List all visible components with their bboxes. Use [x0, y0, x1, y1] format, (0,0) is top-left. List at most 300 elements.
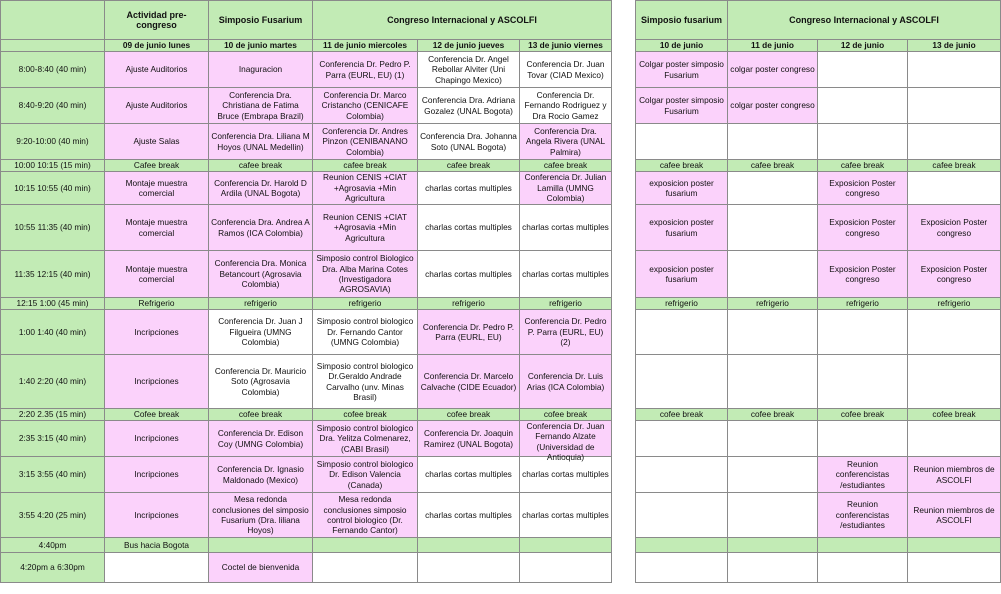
schedule-cell: [209, 538, 313, 553]
poster-cell: [908, 52, 1001, 88]
schedule-cell: [520, 124, 612, 160]
cell-text: charlas cortas multiples: [425, 469, 512, 480]
cell-text: Conferencia Dr. Pedro P. Parra (EURL, EU) (2): [524, 316, 607, 348]
schedule-cell: [313, 310, 418, 355]
poster-cell: [728, 251, 818, 298]
cell-text: cafee break: [343, 160, 387, 171]
date-header: 10 de junio: [636, 40, 728, 52]
schedule-cell: [313, 493, 418, 538]
poster-row: [636, 310, 1001, 355]
poster-row: [636, 355, 1001, 409]
poster-cell: [636, 88, 728, 124]
cell-text: Montaje muestra comercial: [125, 177, 188, 198]
cell-text: refrigerio: [244, 298, 277, 309]
cell-text: Reunion conferencistas /estudiantes: [835, 458, 890, 490]
poster-cell: [818, 124, 908, 160]
time-slot: 2:35 3:15 (40 min): [1, 421, 105, 457]
poster-cell: [636, 493, 728, 538]
time-slot: 10:00 10:15 (15 min): [1, 160, 105, 172]
poster-cell: [728, 52, 818, 88]
schedule-cell: [313, 355, 418, 409]
cell-text: Conferencia Dr. Luis Arias (ICA Colombia): [526, 371, 605, 392]
cell-text: Ajuste Auditorios: [125, 100, 188, 111]
schedule-cell: [313, 172, 418, 205]
poster-cell: [728, 457, 818, 493]
poster-row: [636, 538, 1001, 553]
cell-text: Incripciones: [134, 509, 179, 520]
cell-text: cafee break: [659, 160, 704, 171]
cell-text: Conferencia Dr. Pedro P. Parra (EURL, EU) (1): [319, 59, 411, 80]
schedule-cell: [313, 160, 418, 172]
poster-cell: [728, 298, 818, 310]
cell-text: Ajuste Auditorios: [125, 64, 188, 75]
time-slot: 4:40pm: [1, 538, 105, 553]
poster-row: [636, 124, 1001, 160]
date-header: 10 de junio martes: [209, 40, 313, 52]
cell-text: Simposio control biologico Dr.Geraldo Andrade Carvalho (unv. Minas Brasil): [316, 360, 414, 402]
schedule-cell: [209, 88, 313, 124]
poster-cell: [728, 205, 818, 251]
cell-text: Inaguracion: [238, 64, 283, 75]
poster-cell: [636, 409, 728, 421]
poster-cell: [728, 160, 818, 172]
schedule-cell: [313, 457, 418, 493]
poster-cell: [908, 409, 1001, 421]
cell-text: Reunion miembros de ASCOLFI: [913, 464, 995, 485]
cell-text: Incripciones: [134, 326, 179, 337]
schedule-table-posters: [635, 0, 1001, 583]
cell-text: Reunion CENIS +CIAT +Agrosavia +Min Agricultura: [322, 211, 407, 243]
time-slot: 1:00 1:40 (40 min): [1, 310, 105, 355]
cell-text: charlas cortas multiples: [522, 469, 609, 480]
schedule-cell: [520, 251, 612, 298]
cell-text: Coctel de bienvenida: [221, 562, 300, 573]
header-fusarium-symposium: Simposio Fusarium: [209, 1, 313, 40]
cell-text: charlas cortas multiples: [522, 268, 609, 279]
cell-text: refrigerio: [452, 298, 485, 309]
cell-text: Exposicion Poster congreso: [829, 263, 896, 284]
schedule-cell: [418, 457, 520, 493]
schedule-cell: [418, 409, 520, 421]
schedule-cell: [209, 52, 313, 88]
cell-text: colgar poster congreso: [730, 64, 815, 75]
schedule-cell: [105, 124, 209, 160]
schedule-cell: [313, 538, 418, 553]
poster-row: [636, 88, 1001, 124]
schedule-row: [1, 493, 612, 538]
schedule-cell: [418, 538, 520, 553]
date-header: 13 de junio viernes: [520, 40, 612, 52]
schedule-cell: [209, 409, 313, 421]
schedule-cell: [105, 251, 209, 298]
poster-cell: [728, 88, 818, 124]
poster-cell: [636, 538, 728, 553]
poster-row: [636, 553, 1001, 583]
cell-text: Montaje muestra comercial: [125, 263, 188, 284]
schedule-cell: [418, 251, 520, 298]
poster-cell: [818, 251, 908, 298]
schedule-cell: [209, 457, 313, 493]
schedule-row: [1, 172, 612, 205]
schedule-cell: [105, 52, 209, 88]
poster-cell: [636, 172, 728, 205]
header-fusarium-symposium: Simposio fusarium: [636, 1, 728, 40]
cell-text: Reunion conferencistas /estudiantes: [835, 499, 890, 531]
schedule-cell: [105, 88, 209, 124]
cell-text: refrigerio: [846, 298, 879, 309]
cell-text: refrigerio: [549, 298, 582, 309]
cell-text: Conferencia Dr. Fernando Rodriguez y Dra Rocio Gamez: [524, 89, 607, 121]
schedule-cell: [209, 160, 313, 172]
poster-cell: [636, 160, 728, 172]
schedule-cell: [520, 310, 612, 355]
poster-cell: [728, 553, 818, 583]
schedule-cell: [209, 124, 313, 160]
cell-text: Simposio control Biologico Dra. Alba Marina Cotes (Investigadora AGROSAVIA): [316, 253, 414, 295]
poster-cell: [636, 205, 728, 251]
schedule-cell: [313, 88, 418, 124]
cell-text: refrigerio: [937, 298, 971, 309]
schedule-row: [1, 457, 612, 493]
schedule-cell: [209, 172, 313, 205]
schedule-cell: [105, 493, 209, 538]
cell-text: Conferencia Dr. Juan J Filgueira (UMNG Colombia): [218, 316, 303, 348]
header-congress: Congreso Internacional y ASCOLFI: [313, 1, 612, 40]
cell-text: Simposio control biologico Dr. Edison Valencia (Canada): [316, 458, 414, 490]
time-slot: 12:15 1:00 (45 min): [1, 298, 105, 310]
cell-text: Incripciones: [134, 433, 179, 444]
cell-text: Colgar poster simposio Fusarium: [639, 95, 724, 116]
schedule-row: [1, 160, 612, 172]
schedule-row: [1, 251, 612, 298]
cell-text: cafee break: [238, 160, 283, 171]
schedule-cell: [209, 493, 313, 538]
cell-text: cofee break: [343, 409, 387, 420]
time-slot: 8:00-8:40 (40 min): [1, 52, 105, 88]
poster-cell: [728, 172, 818, 205]
time-slot: 2:20 2.35 (15 min): [1, 409, 105, 421]
cell-text: Conferencia Dr. Juan Tovar (CIAD Mexico): [526, 59, 605, 80]
cell-text: cafee break: [750, 160, 795, 171]
schedule-cell: [209, 421, 313, 457]
schedule-row: [1, 52, 612, 88]
cell-text: cofee break: [446, 409, 491, 420]
time-slot: 4:20pm a 6:30pm: [1, 553, 105, 583]
cell-text: Exposicion Poster congreso: [829, 177, 896, 198]
poster-cell: [636, 52, 728, 88]
poster-row: [636, 52, 1001, 88]
poster-cell: [636, 298, 728, 310]
header-congress: Congreso Internacional y ASCOLFI: [728, 1, 1001, 40]
schedule-cell: [418, 493, 520, 538]
poster-row: [636, 298, 1001, 310]
cell-text: Conferencia Dra. Andrea A Ramos (ICA Colombia): [211, 217, 310, 238]
cell-text: Conferencia Dr. Ignasio Maldonado (Mexico): [217, 464, 304, 485]
poster-row: [636, 421, 1001, 457]
cell-text: charlas cortas multiples: [522, 222, 609, 233]
schedule-cell: [105, 457, 209, 493]
schedule-cell: [105, 355, 209, 409]
schedule-cell: [209, 553, 313, 583]
cell-text: Conferencia Dr. Harold D Ardila (UNAL Bogota): [214, 177, 307, 198]
poster-cell: [636, 124, 728, 160]
time-slot: 10:15 10:55 (40 min): [1, 172, 105, 205]
cell-text: Mesa redonda conclusiones simposio control biologico (Dr. Fernando Cantor): [323, 494, 407, 536]
cell-text: Mesa redonda conclusiones del simposio Fusarium (Dra. liliana Hoyos): [212, 494, 309, 536]
poster-cell: [908, 88, 1001, 124]
cell-text: Refrigerio: [138, 298, 175, 309]
schedule-row: [1, 124, 612, 160]
cell-text: Conferencia Dra. Adriana Gozalez (UNAL Bogota): [421, 95, 516, 116]
poster-cell: [908, 538, 1001, 553]
cell-text: Incripciones: [134, 376, 179, 387]
poster-cell: [818, 457, 908, 493]
poster-cell: [818, 553, 908, 583]
cell-text: Exposicion Poster congreso: [920, 263, 988, 284]
cell-text: cofee break: [932, 409, 976, 420]
cell-text: charlas cortas multiples: [522, 509, 609, 520]
poster-cell: [728, 124, 818, 160]
schedule-cell: [520, 493, 612, 538]
cell-text: Ajuste Salas: [133, 136, 180, 147]
cell-text: Conferencia Dr. Julian Lamilla (UMNG Colombia): [524, 172, 607, 204]
schedule-cell: [418, 310, 520, 355]
time-slot: 1:40 2:20 (40 min): [1, 355, 105, 409]
schedule-row: [1, 553, 612, 583]
cell-text: charlas cortas multiples: [425, 509, 512, 520]
time-slot: 11:35 12:15 (40 min): [1, 251, 105, 298]
poster-cell: [818, 421, 908, 457]
poster-cell: [818, 172, 908, 205]
poster-cell: [908, 251, 1001, 298]
poster-row: [636, 160, 1001, 172]
schedule-cell: [520, 172, 612, 205]
schedule-cell: [520, 298, 612, 310]
schedule-cell: [105, 205, 209, 251]
cell-text: cofee break: [750, 409, 795, 420]
cell-text: Conferencia Dra. Monica Betancourt (Agrosavia Colombia): [214, 258, 307, 290]
cell-text: Cafee break: [133, 160, 180, 171]
poster-cell: [636, 355, 728, 409]
poster-cell: [818, 160, 908, 172]
schedule-cell: [520, 205, 612, 251]
schedule-row: [1, 205, 612, 251]
schedule-cell: [520, 421, 612, 463]
cell-text: Reunion miembros de ASCOLFI: [913, 504, 995, 525]
poster-cell: [636, 251, 728, 298]
cell-text: cafee break: [543, 160, 588, 171]
cell-text: exposicion poster fusarium: [649, 177, 714, 198]
corner-cell: [1, 1, 105, 40]
cell-text: Exposicion Poster congreso: [920, 217, 988, 238]
cell-text: Conferencia Dr. Edison Coy (UMNG Colombia): [217, 428, 304, 449]
schedule-cell: [313, 409, 418, 421]
cell-text: Conferencia Dr. Joaquin Ramirez (UNAL Bogota): [423, 428, 514, 449]
schedule-cell: [209, 355, 313, 409]
schedule-row: [1, 355, 612, 409]
schedule-cell: [520, 409, 612, 421]
schedule-cell: [105, 421, 209, 457]
poster-cell: [818, 52, 908, 88]
cell-text: Simposio control biologico Dr. Fernando Cantor (UMNG Colombia): [316, 316, 414, 348]
cell-text: cofee break: [238, 409, 283, 420]
poster-row: [636, 457, 1001, 493]
cell-text: Cofee break: [133, 409, 180, 420]
schedule-cell: [418, 205, 520, 251]
schedule-cell: [520, 160, 612, 172]
schedule-cell: [105, 553, 209, 583]
poster-cell: [728, 355, 818, 409]
poster-cell: [728, 493, 818, 538]
schedule-cell: [313, 205, 418, 251]
time-slot: 9:20-10:00 (40 min): [1, 124, 105, 160]
poster-row: [636, 205, 1001, 251]
date-header: 11 de junio: [728, 40, 818, 52]
schedule-row: [1, 409, 612, 421]
schedule-cell: [418, 421, 520, 457]
schedule-cell: [313, 298, 418, 310]
schedule-row: [1, 310, 612, 355]
poster-cell: [728, 409, 818, 421]
schedule-cell: [520, 355, 612, 409]
schedule-cell: [418, 52, 520, 88]
cell-text: cofee break: [543, 409, 588, 420]
schedule-cell: [418, 172, 520, 205]
cell-text: exposicion poster fusarium: [649, 217, 714, 238]
cell-text: cafee break: [840, 160, 885, 171]
cell-text: Conferencia Dra. Christiana de Fatima Bruce (Embrapa Brazil): [217, 89, 304, 121]
poster-cell: [728, 310, 818, 355]
poster-cell: [908, 493, 1001, 538]
date-header: 09 de junio lunes: [105, 40, 209, 52]
cell-text: Conferencia Dr. Juan Fernando Alzate (Universidad de Antioquia): [526, 421, 605, 463]
header-pre-congress: Actividad pre-congreso: [105, 1, 209, 40]
date-header: 11 de junio miercoles: [313, 40, 418, 52]
schedule-cell: [313, 421, 418, 457]
date-header: 12 de junio jueves: [418, 40, 520, 52]
poster-cell: [818, 355, 908, 409]
schedule-row: [1, 421, 612, 457]
schedule-cell: [105, 310, 209, 355]
schedule-row: [1, 298, 612, 310]
poster-cell: [908, 553, 1001, 583]
poster-cell: [636, 421, 728, 457]
poster-cell: [818, 205, 908, 251]
poster-cell: [908, 310, 1001, 355]
cell-text: Conferencia Dr. Angel Rebollar Alviter (Uni Chapingo Mexico): [428, 53, 509, 85]
poster-cell: [908, 355, 1001, 409]
date-header: 13 de junio: [908, 40, 1001, 52]
schedule-cell: [520, 88, 612, 124]
cell-text: Conferencia Dr. Marcelo Calvache (CIDE Ecuador): [420, 371, 517, 392]
cell-text: Exposicion Poster congreso: [829, 217, 896, 238]
cell-text: exposicion poster fusarium: [649, 263, 714, 284]
poster-cell: [818, 493, 908, 538]
schedule-cell: [105, 409, 209, 421]
schedule-cell: [105, 538, 209, 553]
cell-text: Conferencia Dr. Mauricio Soto (Agrosavia Colombia): [214, 365, 307, 397]
schedule-row: [1, 538, 612, 553]
date-corner: [1, 40, 105, 52]
poster-cell: [908, 172, 1001, 205]
poster-cell: [818, 298, 908, 310]
cell-text: Conferencia Dra. Angela Rivera (UNAL Palmira): [525, 125, 606, 157]
schedule-cell: [105, 160, 209, 172]
schedule-cell: [418, 355, 520, 409]
poster-row: [636, 493, 1001, 538]
schedule-cell: [209, 251, 313, 298]
cell-text: Incripciones: [134, 469, 179, 480]
poster-cell: [908, 457, 1001, 493]
cell-text: Conferencia Dra. Johanna Soto (UNAL Bogota): [420, 131, 517, 152]
poster-cell: [636, 310, 728, 355]
cell-text: Conferencia Dra. Liliana M Hoyos (UNAL Medellin): [211, 131, 310, 152]
schedule-cell: [520, 52, 612, 88]
poster-cell: [908, 160, 1001, 172]
cell-text: refrigerio: [756, 298, 789, 309]
poster-cell: [908, 421, 1001, 457]
schedule-row: [1, 88, 612, 124]
time-slot: 10:55 11:35 (40 min): [1, 205, 105, 251]
cell-text: cofee break: [659, 409, 704, 420]
poster-cell: [728, 421, 818, 457]
cell-text: refrigerio: [665, 298, 698, 309]
poster-cell: [728, 538, 818, 553]
poster-cell: [908, 205, 1001, 251]
date-header: 12 de junio: [818, 40, 908, 52]
poster-cell: [818, 538, 908, 553]
schedule-cell: [209, 298, 313, 310]
cell-text: charlas cortas multiples: [425, 268, 512, 279]
poster-cell: [818, 409, 908, 421]
cell-text: Conferencia Dr. Pedro P. Parra (EURL, EU): [422, 321, 515, 342]
cell-text: Conferencia Dr. Andres Pinzon (CENIBANANO Colombia): [322, 125, 408, 157]
schedule-cell: [520, 553, 612, 583]
poster-cell: [908, 298, 1001, 310]
cell-text: Colgar poster simposio Fusarium: [639, 59, 724, 80]
schedule-cell: [418, 553, 520, 583]
poster-cell: [636, 553, 728, 583]
schedule-cell: [520, 538, 612, 553]
schedule-cell: [313, 251, 418, 298]
cell-text: cafee break: [446, 160, 491, 171]
poster-cell: [818, 310, 908, 355]
cell-text: Conferencia Dr. Marco Cristancho (CENICAFE Colombia): [321, 89, 409, 121]
time-slot: 3:15 3:55 (40 min): [1, 457, 105, 493]
poster-row: [636, 172, 1001, 205]
cell-text: Bus hacia Bogota: [123, 539, 190, 550]
cell-text: charlas cortas multiples: [425, 182, 512, 193]
schedule-cell: [209, 205, 313, 251]
cell-text: Simposio control biologico Dra. Yelitza Colmenarez, (CABI Brasil): [316, 422, 414, 454]
cell-text: colgar poster congreso: [730, 100, 815, 111]
schedule-cell: [418, 298, 520, 310]
poster-row: [636, 251, 1001, 298]
poster-cell: [908, 124, 1001, 160]
schedule-cell: [418, 160, 520, 172]
schedule-cell: [313, 52, 418, 88]
time-slot: 8:40-9:20 (40 min): [1, 88, 105, 124]
schedule-cell: [105, 172, 209, 205]
poster-cell: [818, 88, 908, 124]
schedule-cell: [418, 88, 520, 124]
schedule-cell: [418, 124, 520, 160]
cell-text: Reunion CENIS +CIAT +Agrosavia +Min Agricultura: [322, 172, 407, 204]
poster-row: [636, 409, 1001, 421]
cell-text: cofee break: [840, 409, 885, 420]
cell-text: cafee break: [932, 160, 976, 171]
schedule-cell: [105, 298, 209, 310]
